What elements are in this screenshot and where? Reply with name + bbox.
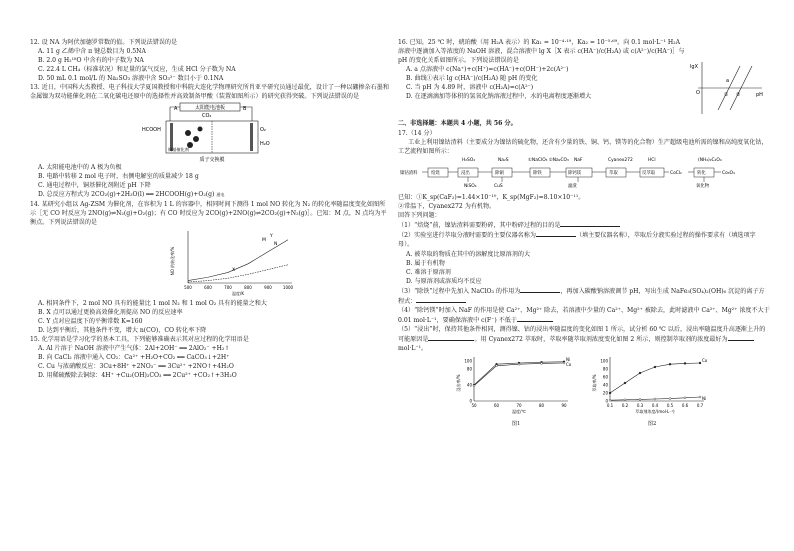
copper-catalyst-label: 铜基催化剂 [168, 147, 189, 153]
q17-sub-3-text: （3）“除铁”过程中先加入 NaClO₃ 的作用为 [398, 287, 521, 295]
q13-option-d-text: D. 总反应方程式为 2CO₂(g)+2H₂O(l) ══ 2HCOOH(g)+O₂(g) [38, 191, 215, 199]
reagent-cyanex: Cyanex272 [608, 158, 633, 164]
data-point [639, 372, 641, 374]
q15-stem: 15. 化学用语是学习化学的基本工具，下列能够准确表示其对应过程的化学用语是 [30, 335, 249, 343]
answer-blank-5[interactable] [517, 315, 553, 322]
reagent-oxalate: (NH₄)₂C₂O₄ [698, 158, 722, 164]
q17-sub-2-text: （2）实验室进行萃取分液时需要的主要仪器名称为 [398, 232, 536, 240]
point-label: X [232, 267, 236, 273]
flow-step-decamg: 除钙镁 [568, 171, 582, 177]
q14-option-c: C. Y 点对应温度下的平衡常数 K=160 [38, 317, 143, 325]
q16-option-d: D. 在逐滴滴加等体积的氢氧化钠溶液过程中，水的电离程度逐渐增大 [406, 93, 592, 101]
x-axis-label: 温度/℃ [512, 409, 526, 415]
y-tick-label: 80 [602, 366, 608, 372]
q14-option-b: B. X 点可以通过更换高效催化剂提高 NO 的反应速率 [38, 308, 183, 316]
co2-label: CO₂ [202, 113, 212, 120]
data-point [609, 399, 611, 401]
membrane-caption: 质子交换膜 [199, 157, 225, 164]
data-point [563, 362, 565, 364]
q15-option-d: D. 用稀硫酸除去铜绿：4H⁺ +Cu₂(OH)₂CO₃ ══ 2Cu²⁺ +CO₂↑+3H₂O [38, 372, 237, 380]
reagent-hcl: HCl [648, 158, 656, 164]
answer-blank-6[interactable] [428, 334, 474, 341]
y-axis-label: 萃取率/% [592, 374, 597, 392]
q16-option-a: A. a 点溶液中 c(Na⁺)+c(H⁺)=c(HA⁻)+c(OH⁻)+2c(A²⁻) [406, 66, 569, 74]
answer-blank-4[interactable] [416, 296, 466, 303]
figure-1-caption: 图1 [511, 421, 521, 428]
flow-step-roast: 焙烧 [431, 171, 440, 177]
q16-option-c: C. 当 pH 为 4.89 时，溶液中 c(H₂A)=c(A²⁻) [406, 84, 534, 92]
data-point [669, 363, 671, 365]
figure-2-caption: 图2 [647, 421, 657, 428]
y-tick-label: 80 [466, 366, 472, 372]
q12-option-b: B. 2.0 g H₂¹⁸O 中含有的中子数为 NA [38, 57, 144, 65]
q17-option-a: A. 被萃取的物质在其中的溶解度比原溶剂的大 [406, 250, 531, 258]
right-column [398, 38, 770, 429]
series-line [474, 363, 564, 386]
q13-option-d [30, 190, 390, 199]
y-tick-label: 40 [466, 382, 472, 388]
y-tick-label: 100 [464, 358, 472, 364]
flow-step-backextract: 反萃取 [642, 171, 656, 177]
q17-ask: 回答下列问题： [398, 212, 441, 220]
o2-label: O₂ [260, 127, 266, 134]
q15-option-b: B. 向 CaCl₂ 溶液中通入 CO₂：Ca²⁺ +H₂O+CO₂ ══ CaCO₃↓+2H⁺ [38, 353, 230, 361]
q14-option-d: D. 达到平衡后，其他条件不变，增大 n(CO)，CO 转化率下降 [38, 326, 207, 334]
side-niso4: NiSO₄ [464, 184, 477, 190]
x-tick-label: 0.5 [666, 403, 674, 409]
q15-option-c: C. Cu 与浓硝酸反应：3Cu+8H⁺ +2NO₃⁻ ══ 3Cu²⁺ +2NO↑+4H₂O [38, 362, 234, 370]
x-tick-label: 600 [204, 284, 212, 290]
q12-option-a: A. 11 g 乙烯中含 π 键总数目为 0.5NA [38, 48, 146, 56]
q17-figures [398, 355, 770, 429]
q16-stem: 16. 已知，25 ℃ 时，琥珀酸（用 H₂A 表示）的 Ka₁ = 10⁻⁴·¹⁹，Ka₂ = 10⁻⁵·⁶⁹。向 0.1 mol·L⁻¹ H₂A 溶液中逐滴加入等浓度的 NaOH 溶液，混合溶液中 lg X［X 表示 c(HA⁻)/c(H₂A) 或 c(A²⁻)/c(HA⁻)］与 pH 的变化关系如图所示。下列说法错误的是 [398, 39, 685, 65]
extraction-rate-chart [592, 355, 712, 417]
x-tick-label: 60 [493, 403, 500, 409]
x-tick-label: 700 [224, 284, 232, 290]
x-axis-label: 萃取剂浓度/(mol·L⁻¹) [635, 409, 675, 415]
x-tick-label: 900 [264, 284, 272, 290]
data-point [684, 362, 686, 364]
curve-2-label: ② [736, 92, 741, 98]
series-label: Ni [566, 356, 571, 362]
q12-stem: 12. 设 NA 为阿伏加德罗常数的值。下列说法错误的是 [30, 39, 178, 46]
q13-stem: 13. 近日，中国科大杰教授、电子科技大学夏国教授和中科院大连化学物理研究所肖亚平研究员通过最优，设计了一种以硼掺杂石墨和金属镍为双功能催化剂在二氧化碳电还原中的选择性并高效制备甲酸（装置如图所示）的研究获得突破。下列说法错误的是 [30, 84, 389, 101]
data-point [699, 396, 701, 398]
answer-blank-1[interactable] [560, 220, 620, 227]
answer-blank-2[interactable] [536, 230, 576, 237]
series-label: Co [566, 362, 572, 368]
x-tick-label: 0.6 [681, 403, 689, 409]
solar-panel-label: 太阳能电池板 [194, 105, 226, 112]
q13-option-c: C. 通电过程中，铜基催化剂附近 pH 下降 [38, 182, 151, 190]
point-label: M [262, 237, 266, 243]
pole-a-label: A [174, 106, 178, 113]
q17-sub-5-text: （5）“浸出”时，保持其他条件相同，测得镍、钴的浸出率随温度的变化如图 1 所示，试分析 60 ℃ 以后，浸出率随温度升高逐渐上升的可能原因是 [398, 325, 766, 343]
x-tick-label: 0.1 [606, 403, 614, 409]
x-tick-label: 1000 [282, 284, 294, 290]
left-column [30, 38, 390, 380]
q12-option-d: D. 50 mL 0.1 mol/L 的 Na₂SO₃ 溶液中含 SO₃²⁻ 数目小于 0.1NA [38, 75, 224, 83]
q13-option-b: B. 电路中转移 2 mol 电子时，右侧电解室的质量减少 18 g [38, 173, 199, 181]
q17-sub-5 [398, 325, 770, 353]
point-label: N [274, 241, 278, 247]
side-oxide: 氧化物 [696, 184, 710, 190]
q17-sub-2 [398, 230, 770, 249]
h2o-label: H₂O [260, 141, 270, 148]
data-point [654, 366, 656, 368]
y-tick-label: 40 [602, 382, 608, 388]
data-point [669, 398, 671, 400]
q17-sub-1-text: （1）“焙烧”前，镍钴渣料需要粉碎，其中粉碎过程的目的是 [398, 222, 561, 230]
x-tick-label: 0.4 [651, 403, 659, 409]
q17-sub-3 [398, 286, 770, 306]
q12-option-c: C. 22.4 L CH₄（标准状况）和足量的氯气反应，生成 HCl 分子数为 NA [38, 66, 236, 74]
q14-option-a: A. 相同条件下，2 mol NO 具有的能量比 1 mol N₂ 和 1 mol O₂ 具有的能量之和大 [38, 299, 267, 307]
q17-known-2: ②常温下，Cyanex272 为有机物。 [398, 203, 496, 211]
q16-option-b: B. 曲线①表示 lg c(HA⁻)/c(H₂A) 随 pH 的变化 [406, 75, 538, 83]
series-line [188, 239, 288, 280]
y-tick-label: 0 [605, 398, 608, 404]
q17-sub-3-tail: ，再加入碳酸钠溶液调节 pH，写出生成 NaFe₃(SO₄)₂(OH)₆ 沉淀的离子方程式： [398, 287, 765, 305]
q17-sub-2-tail: （填主要仪器名称），萃取后分液实验过程的操作要求有（填选项字母）。 [398, 232, 756, 249]
data-point [639, 398, 641, 400]
hcooh-label: HCOOH [142, 127, 161, 134]
q13-option-a: A. 太阳能电池中的 A 极为负极 [38, 164, 122, 172]
reagent-na2s: Na₂S [498, 158, 509, 164]
y-axis-label: 浸出率/% [456, 374, 461, 392]
q17-sub-5-tail: 。用 Cyanex272 萃取时，萃取率随萃取剂浓度变化如图 2 所示，则控制萃取剂的浓度最好为 [474, 335, 728, 343]
q17-option-c: C. 难溶于原溶剂 [406, 268, 451, 276]
y-tick-label: 60 [602, 374, 608, 380]
flow-step-extract: 萃取 [609, 171, 618, 177]
lgx-ph-graph [688, 58, 766, 118]
y-axis-label: NO 的转化率/% [170, 246, 175, 275]
q17-option-d: D. 与原溶剂或溶质均不反应 [406, 277, 482, 285]
data-point [624, 382, 626, 384]
answer-blank-7[interactable] [728, 334, 754, 341]
data-point [654, 398, 656, 400]
pole-b-label: B [243, 106, 247, 113]
data-point [541, 362, 543, 364]
data-point [609, 392, 611, 394]
q17-sub-4 [398, 306, 770, 325]
q17-sub-4-text: （4）“除钙镁”时加入 NaF 的作用是使 Ca²⁺、Mg²⁺ 除去，若溶液中少量的 Ca²⁺、Mg²⁺ 被除去，此时滤液中 Ca²⁺、Mg²⁺ 浓度不大于 0.01 mol·L⁻¹，要确保溶液中 c(F⁻) 不低于 [398, 306, 770, 324]
figure-1 [456, 355, 576, 429]
data-point [624, 399, 626, 401]
x-tick-label: 90 [561, 403, 567, 409]
data-point [473, 385, 475, 387]
q14-stem: 14. 某研究小组以 Ag-ZSM 为催化剂，在容积为 1 L 的容器中，相同时间下测得 1 mol NO 转化为 N₂ 的转化率随温度变化如图所示［无 CO 时反应为 2NO(g)⇌N₂(g)+O₂(g)；有 CO 时反应为 2CO(g)+2NO(g)⇌2CO₂(g)+N₂(g)］。已知：M 点，N 点均为平衡点。下列说法错误的是 [30, 200, 387, 226]
flow-step-product: Co₃O₄ [722, 171, 735, 177]
reagent-naf: NaF [574, 158, 583, 164]
x-tick-label: 0.2 [621, 403, 629, 409]
q16-text [398, 38, 688, 101]
q13-condition-note: 通电 [216, 192, 225, 198]
x-tick-label: 80 [538, 403, 545, 409]
data-point [518, 363, 520, 365]
q17-sub-5-unit: mol·L⁻¹。 [398, 344, 428, 352]
q17-stem: 17.（14 分） [398, 130, 436, 138]
data-point [699, 362, 701, 364]
series-label: Ni [702, 396, 707, 402]
flow-step-cocl2: CoCl₂ [670, 171, 682, 177]
flow-step-raw: 镍钴渣料 [400, 171, 418, 177]
x-tick-label: 0.7 [696, 403, 704, 409]
data-point [496, 365, 498, 367]
graph-origin: O [696, 90, 700, 96]
series-line [188, 264, 288, 281]
x-tick-label: 500 [184, 284, 192, 290]
curve-1-label: ① [724, 92, 729, 98]
data-point [684, 397, 686, 399]
reagent-naclo3: ①NaClO₃ ②Na₂CO₃ [528, 158, 569, 164]
x-tick-label: 70 [516, 403, 522, 409]
no-conversion-chart [170, 227, 300, 299]
q17-intro: 工业上利用镍钴渣料（主要成分为镍钴的硫化物，还含有少量的铁、铜、钙、镁等的化合物）生产超级电池所需的镍和高纯度氧化钴，工艺流程如图所示： [398, 139, 768, 156]
y-tick-label: 100 [600, 358, 608, 364]
leaching-rate-chart [456, 355, 576, 417]
flow-step-leach: 浸出 [461, 171, 470, 177]
process-flow-diagram [398, 156, 770, 190]
graph-ylabel: lgX [690, 64, 698, 70]
electrolysis-diagram [140, 101, 290, 163]
y-tick-label: 20 [602, 390, 608, 396]
y-tick-label: 0 [469, 398, 472, 404]
flow-step-convert: 转化 [697, 171, 706, 177]
q17-sub-1 [398, 220, 770, 230]
point-label: Y [270, 233, 273, 239]
answer-blank-3[interactable] [520, 286, 560, 293]
side-residue: 滤渣 [568, 184, 577, 190]
x-tick-label: 800 [244, 284, 252, 290]
section-heading: 二、非选择题：本题共 4 小题，共 56 分。 [398, 120, 517, 127]
q17-known-1: 已知：①K_sp(CaF₂)=1.44×10⁻¹⁰，K_sp(MgF₂)=8.10×10⁻¹¹。 [398, 194, 585, 202]
x-tick-label: 0.3 [636, 403, 644, 409]
flow-step-decopper: 除铜 [495, 171, 504, 177]
graph-xlabel: pH [756, 92, 763, 98]
flow-step-deiron: 除铁 [533, 171, 542, 177]
figure-2 [592, 355, 712, 429]
series-label: Co [702, 358, 708, 364]
reagent-h2so4: H₂SO₄ [462, 158, 476, 164]
q16-block [398, 38, 770, 118]
x-tick-label: 50 [471, 403, 477, 409]
q17-option-b: B. 属于有机物 [406, 259, 445, 267]
point-a-label: a [726, 78, 730, 84]
x-axis-label: 温度/K [232, 290, 244, 296]
side-cus: CuS [494, 184, 503, 190]
q15-option-a: A. Al 片溶于 NaOH 溶液中产生气体：2Al+2OH⁻ ══ 2AlO₂⁻ +H₂↑ [38, 344, 230, 352]
